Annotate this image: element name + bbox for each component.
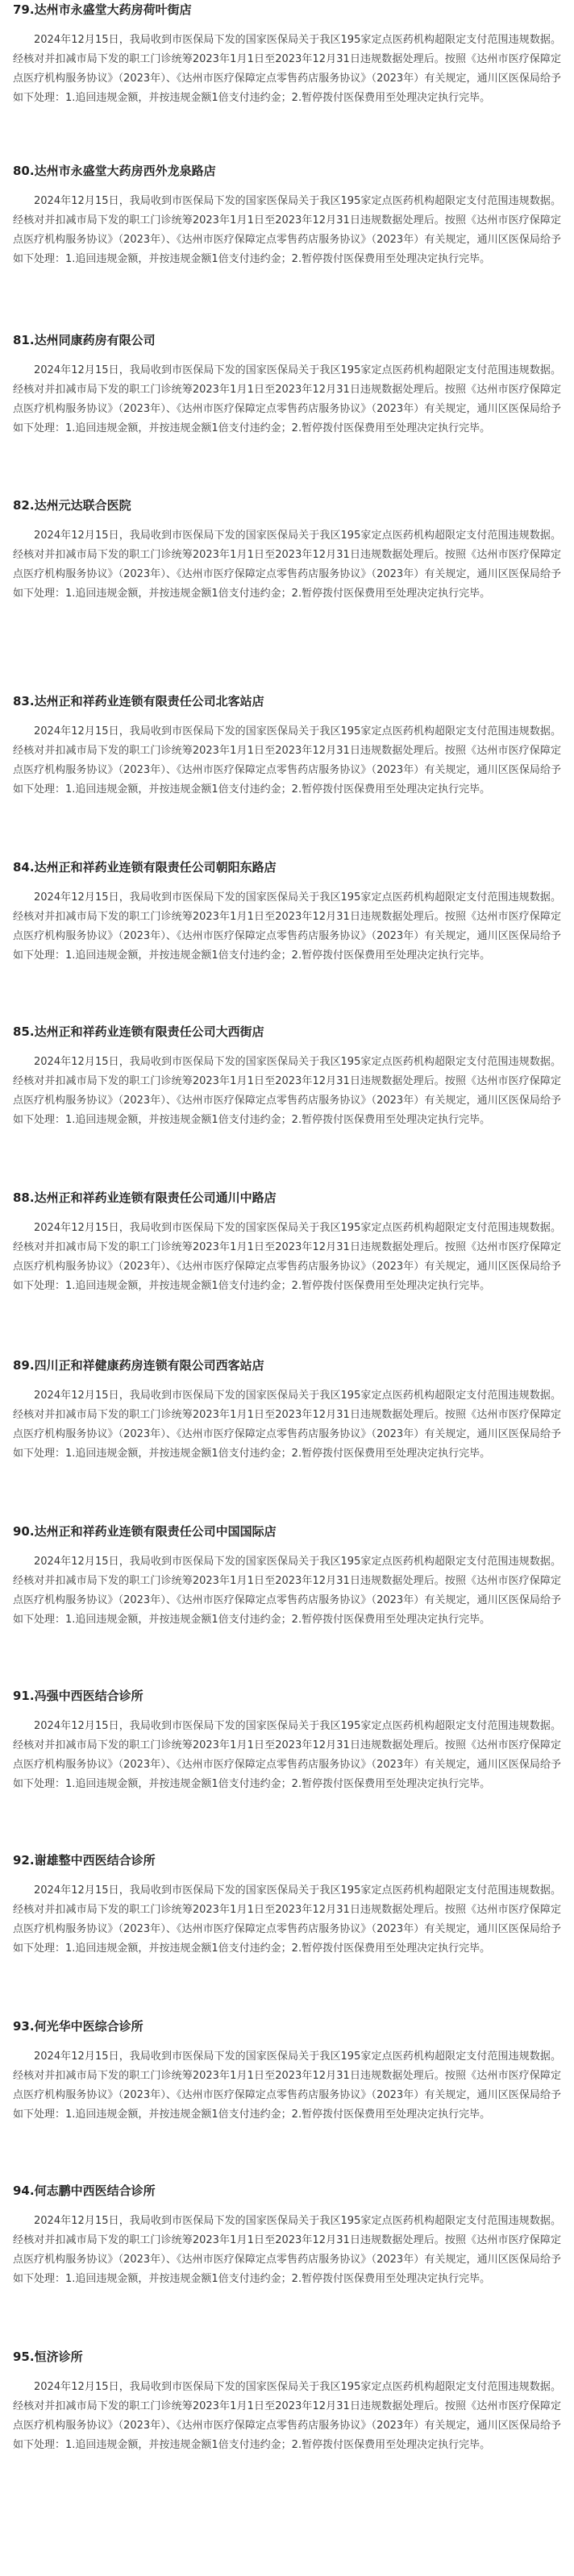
entry-body: 2024年12月15日，我局收到市医保局下发的国家医保局关于我区195家定点医药机构超限定支付范围违规数据。经核对并扣减市局下发的职工门诊统筹2023年1月1日至2023年12月31日违规数据处理后。按照《达州市医疗保障定点医疗机构服务协议》（2023年）、《达州市医疗保障定点零售药店服务协议》（2023年）有关规定，通川区医保局给予如下处理：1.追回违规金额，并按违规金额1倍支付违约金；2.暂停拨付医保费用至处理决定执行完毕。 [13, 2381, 561, 2451]
entry-92 [13, 1852, 561, 1959]
entry-89 [13, 1357, 561, 1464]
entry-title: 84.达州正和祥药业连锁有限责任公司朝阳东路店 [13, 860, 277, 875]
entry-body: 2024年12月15日，我局收到市医保局下发的国家医保局关于我区195家定点医药机构超限定支付范围违规数据。经核对并扣减市局下发的职工门诊统筹2023年1月1日至2023年12月31日违规数据处理后。按照《达州市医疗保障定点医疗机构服务协议》（2023年）、《达州市医疗保障定点零售药店服务协议》（2023年）有关规定，通川区医保局给予如下处理：1.追回违规金额，并按违规金额1倍支付违约金；2.暂停拨付医保费用至处理决定执行完毕。 [13, 2050, 561, 2121]
entry-title: 91.冯强中西医结合诊所 [13, 1689, 144, 1703]
entry-title: 95.恒济诊所 [13, 2350, 83, 2364]
entry-title: 81.达州同康药房有限公司 [13, 333, 156, 347]
entry-body: 2024年12月15日，我局收到市医保局下发的国家医保局关于我区195家定点医药机构超限定支付范围违规数据。经核对并扣减市局下发的职工门诊统筹2023年1月1日至2023年12月31日违规数据处理后。按照《达州市医疗保障定点医疗机构服务协议》（2023年）、《达州市医疗保障定点零售药店服务协议》（2023年）有关规定，通川区医保局给予如下处理：1.追回违规金额，并按违规金额1倍支付违约金；2.暂停拨付医保费用至处理决定执行完毕。 [13, 195, 561, 265]
entry-body: 2024年12月15日，我局收到市医保局下发的国家医保局关于我区195家定点医药机构超限定支付范围违规数据。经核对并扣减市局下发的职工门诊统筹2023年1月1日至2023年12月31日违规数据处理后。按照《达州市医疗保障定点医疗机构服务协议》（2023年）、《达州市医疗保障定点零售药店服务协议》（2023年）有关规定，通川区医保局给予如下处理：1.追回违规金额，并按违规金额1倍支付违约金；2.暂停拨付医保费用至处理决定执行完毕。 [13, 530, 561, 600]
entry-title: 82.达州元达联合医院 [13, 498, 131, 513]
entry-81 [13, 332, 561, 438]
entry-title: 92.谢雄整中西医结合诊所 [13, 1853, 156, 1868]
entry-83 [13, 693, 561, 800]
entry-body: 2024年12月15日，我局收到市医保局下发的国家医保局关于我区195家定点医药机构超限定支付范围违规数据。经核对并扣减市局下发的职工门诊统筹2023年1月1日至2023年12月31日违规数据处理后。按照《达州市医疗保障定点医疗机构服务协议》（2023年）、《达州市医疗保障定点零售药店服务协议》（2023年）有关规定，通川区医保局给予如下处理：1.追回违规金额，并按违规金额1倍支付违约金；2.暂停拨付医保费用至处理决定执行完毕。 [13, 1222, 561, 1292]
entry-title: 80.达州市永盛堂大药房西外龙泉路店 [13, 164, 216, 178]
entry-body: 2024年12月15日，我局收到市医保局下发的国家医保局关于我区195家定点医药机构超限定支付范围违规数据。经核对并扣减市局下发的职工门诊统筹2023年1月1日至2023年12月31日违规数据处理后。按照《达州市医疗保障定点医疗机构服务协议》（2023年）、《达州市医疗保障定点零售药店服务协议》（2023年）有关规定，通川区医保局给予如下处理：1.追回违规金额，并按违规金额1倍支付违约金；2.暂停拨付医保费用至处理决定执行完毕。 [13, 1720, 561, 1790]
entry-body: 2024年12月15日，我局收到市医保局下发的国家医保局关于我区195家定点医药机构超限定支付范围违规数据。经核对并扣减市局下发的职工门诊统筹2023年1月1日至2023年12月31日违规数据处理后。按照《达州市医疗保障定点医疗机构服务协议》（2023年）、《达州市医疗保障定点零售药店服务协议》（2023年）有关规定，通川区医保局给予如下处理：1.追回违规金额，并按违规金额1倍支付违约金；2.暂停拨付医保费用至处理决定执行完毕。 [13, 725, 561, 796]
entry-body: 2024年12月15日，我局收到市医保局下发的国家医保局关于我区195家定点医药机构超限定支付范围违规数据。经核对并扣减市局下发的职工门诊统筹2023年1月1日至2023年12月31日违规数据处理后。按照《达州市医疗保障定点医疗机构服务协议》（2023年）、《达州市医疗保障定点零售药店服务协议》（2023年）有关规定，通川区医保局给予如下处理：1.追回违规金额，并按违规金额1倍支付违约金；2.暂停拨付医保费用至处理决定执行完毕。 [13, 1556, 561, 1626]
entry-93 [13, 2018, 561, 2125]
entry-79 [13, 2, 561, 108]
entry-body: 2024年12月15日，我局收到市医保局下发的国家医保局关于我区195家定点医药机构超限定支付范围违规数据。经核对并扣减市局下发的职工门诊统筹2023年1月1日至2023年12月31日违规数据处理后。按照《达州市医疗保障定点医疗机构服务协议》（2023年）、《达州市医疗保障定点零售药店服务协议》（2023年）有关规定，通川区医保局给予如下处理：1.追回违规金额，并按违规金额1倍支付违约金；2.暂停拨付医保费用至处理决定执行完毕。 [13, 34, 561, 104]
entry-body: 2024年12月15日，我局收到市医保局下发的国家医保局关于我区195家定点医药机构超限定支付范围违规数据。经核对并扣减市局下发的职工门诊统筹2023年1月1日至2023年12月31日违规数据处理后。按照《达州市医疗保障定点医疗机构服务协议》（2023年）、《达州市医疗保障定点零售药店服务协议》（2023年）有关规定，通川区医保局给予如下处理：1.追回违规金额，并按违规金额1倍支付违约金；2.暂停拨付医保费用至处理决定执行完毕。 [13, 891, 561, 962]
entry-body: 2024年12月15日，我局收到市医保局下发的国家医保局关于我区195家定点医药机构超限定支付范围违规数据。经核对并扣减市局下发的职工门诊统筹2023年1月1日至2023年12月31日违规数据处理后。按照《达州市医疗保障定点医疗机构服务协议》（2023年）、《达州市医疗保障定点零售药店服务协议》（2023年）有关规定，通川区医保局给予如下处理：1.追回违规金额，并按违规金额1倍支付违约金；2.暂停拨付医保费用至处理决定执行完毕。 [13, 364, 561, 434]
entry-title: 85.达州正和祥药业连锁有限责任公司大西街店 [13, 1024, 264, 1039]
entry-title: 93.何光华中医综合诊所 [13, 2019, 144, 2034]
entry-84 [13, 859, 561, 966]
entry-title: 89.四川正和祥健康药房连锁有限公司西客站店 [13, 1358, 264, 1373]
entry-85 [13, 1024, 561, 1130]
entry-91 [13, 1688, 561, 1794]
entry-90 [13, 1523, 561, 1630]
entry-title: 88.达州正和祥药业连锁有限责任公司通川中路店 [13, 1190, 277, 1205]
entry-body: 2024年12月15日，我局收到市医保局下发的国家医保局关于我区195家定点医药机构超限定支付范围违规数据。经核对并扣减市局下发的职工门诊统筹2023年1月1日至2023年12月31日违规数据处理后。按照《达州市医疗保障定点医疗机构服务协议》（2023年）、《达州市医疗保障定点零售药店服务协议》（2023年）有关规定，通川区医保局给予如下处理：1.追回违规金额，并按违规金额1倍支付违约金；2.暂停拨付医保费用至处理决定执行完毕。 [13, 1884, 561, 1955]
entry-title: 79.达州市永盛堂大药房荷叶街店 [13, 2, 192, 17]
entry-body: 2024年12月15日，我局收到市医保局下发的国家医保局关于我区195家定点医药机构超限定支付范围违规数据。经核对并扣减市局下发的职工门诊统筹2023年1月1日至2023年12月31日违规数据处理后。按照《达州市医疗保障定点医疗机构服务协议》（2023年）、《达州市医疗保障定点零售药店服务协议》（2023年）有关规定，通川区医保局给予如下处理：1.追回违规金额，并按违规金额1倍支付违约金；2.暂停拨付医保费用至处理决定执行完毕。 [13, 1390, 561, 1460]
entry-title: 90.达州正和祥药业连锁有限责任公司中国国际店 [13, 1524, 277, 1539]
entry-80 [13, 163, 561, 269]
entry-title: 94.何志鹏中西医结合诊所 [13, 2183, 156, 2198]
entry-82 [13, 497, 561, 604]
entry-95 [13, 2349, 561, 2455]
entry-88 [13, 1190, 561, 1296]
entry-title: 83.达州正和祥药业连锁有限责任公司北客站店 [13, 694, 264, 708]
entry-body: 2024年12月15日，我局收到市医保局下发的国家医保局关于我区195家定点医药机构超限定支付范围违规数据。经核对并扣减市局下发的职工门诊统筹2023年1月1日至2023年12月31日违规数据处理后。按照《达州市医疗保障定点医疗机构服务协议》（2023年）、《达州市医疗保障定点零售药店服务协议》（2023年）有关规定，通川区医保局给予如下处理：1.追回违规金额，并按违规金额1倍支付违约金；2.暂停拨付医保费用至处理决定执行完毕。 [13, 1056, 561, 1126]
entry-94 [13, 2183, 561, 2289]
entry-body: 2024年12月15日，我局收到市医保局下发的国家医保局关于我区195家定点医药机构超限定支付范围违规数据。经核对并扣减市局下发的职工门诊统筹2023年1月1日至2023年12月31日违规数据处理后。按照《达州市医疗保障定点医疗机构服务协议》（2023年）、《达州市医疗保障定点零售药店服务协议》（2023年）有关规定，通川区医保局给予如下处理：1.追回违规金额，并按违规金额1倍支付违约金；2.暂停拨付医保费用至处理决定执行完毕。 [13, 2215, 561, 2285]
